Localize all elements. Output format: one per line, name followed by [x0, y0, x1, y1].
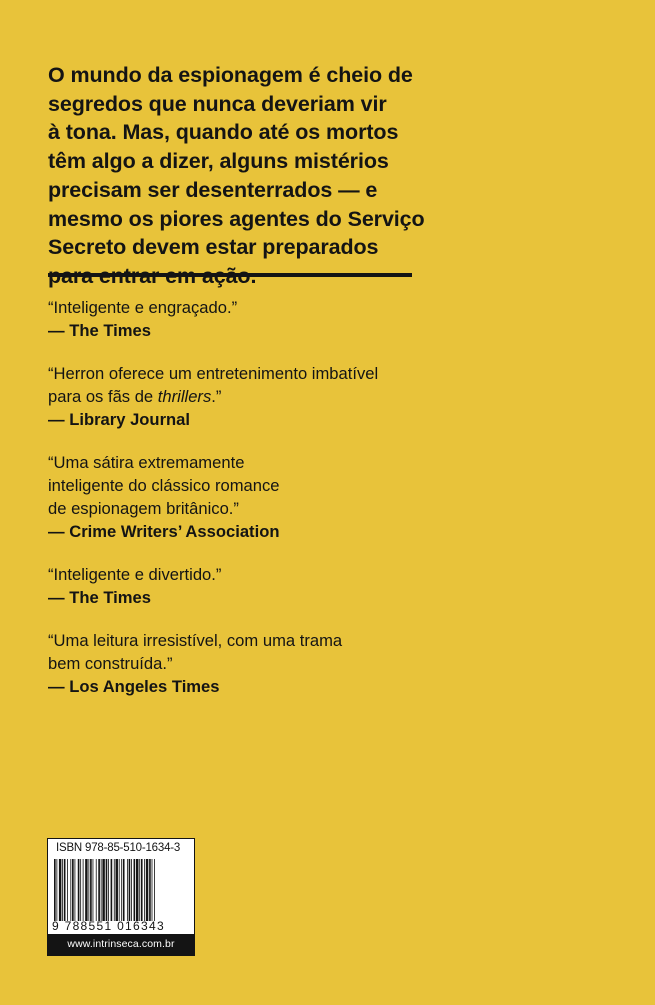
review-quote: [48, 451, 468, 543]
publisher-website: www.intrinseca.com.br: [48, 934, 194, 955]
barcode-bar: [116, 859, 118, 921]
quote-text: “Uma leitura irresistível, com uma trama: [48, 631, 343, 650]
quote-text: bem construída.”: [48, 654, 173, 673]
barcode-digits: 9 788551 016343: [52, 919, 165, 933]
barcode-bar: [114, 859, 115, 921]
quote-text: “Herron oferece um entretenimento imbatível: [48, 364, 379, 383]
barcode-bar: [108, 859, 109, 921]
review-quote: [48, 296, 468, 342]
barcode-bar: [141, 859, 143, 921]
quote-text: de espionagem britânico.”: [48, 499, 239, 518]
back-cover-blurb: [48, 61, 428, 291]
barcode-bar: [101, 859, 102, 921]
quote-text-part: para os fãs de: [48, 387, 158, 406]
blurb-line: à tona. Mas, quando até os mortos: [48, 120, 399, 145]
quote-source: — The Times: [48, 588, 151, 607]
barcode-bar: [134, 859, 136, 921]
barcode-bar: [111, 859, 113, 921]
quote-source: — Los Angeles Times: [48, 677, 220, 696]
barcode-bar: [90, 859, 92, 921]
barcode-bar: [64, 859, 66, 921]
barcode-bar: [144, 859, 145, 921]
barcode-bar: [72, 859, 74, 921]
quote-source: — The Times: [48, 321, 151, 340]
barcode-bar: [146, 859, 148, 921]
isbn-label: ISBN 978-85-510-1634-3: [56, 842, 181, 854]
quote-text: inteligente do clássico romance: [48, 476, 280, 495]
barcode-bar: [56, 859, 57, 921]
barcode-bar: [152, 859, 153, 921]
barcode-bar: [102, 859, 104, 921]
review-quotes: [48, 296, 468, 698]
barcode-bar: [154, 859, 155, 921]
barcode-bar: [59, 859, 61, 921]
barcode-bar: [62, 859, 63, 921]
barcode-bar: [54, 859, 56, 921]
barcode-bar: [75, 859, 76, 921]
quote-text: “Uma sátira extremamente: [48, 453, 245, 472]
barcode-bar: [80, 859, 81, 921]
barcode-bar: [139, 859, 140, 921]
blurb-line: O mundo da espionagem é cheio de: [48, 63, 413, 87]
isbn-barcode: [47, 838, 195, 956]
quote-text: [48, 385, 468, 408]
barcode-bar: [136, 859, 138, 921]
quote-italic-word: thrillers: [157, 387, 212, 406]
barcode-bar: [93, 859, 94, 921]
divider-rule: [48, 273, 412, 277]
review-quote: [48, 629, 468, 698]
quote-source: — Library Journal: [48, 410, 191, 429]
barcode-bar: [98, 859, 100, 921]
quote-text: “Inteligente e divertido.”: [48, 565, 222, 584]
barcode-bar: [131, 859, 132, 921]
quote-source: — Crime Writers’ Association: [48, 522, 280, 541]
barcode-bar: [119, 859, 120, 921]
barcode-bar: [78, 859, 80, 921]
quote-text: “Inteligente e engraçado.”: [48, 298, 238, 317]
blurb-line: Secreto devem estar preparados: [48, 235, 379, 260]
blurb-line: precisam ser desenterrados — e: [48, 177, 378, 202]
barcode-bar: [127, 859, 128, 921]
review-quote: [48, 362, 468, 431]
barcode-bar: [88, 859, 89, 921]
barcode-bar: [83, 859, 84, 921]
blurb-line: mesmo os piores agentes do Serviço: [48, 206, 425, 231]
blurb-line: têm algo a dizer, alguns mistérios: [48, 149, 389, 174]
barcode-bar: [106, 859, 108, 921]
barcode-bar: [96, 859, 97, 921]
review-quote: [48, 563, 468, 609]
blurb-line: segredos que nunca deveriam vir: [48, 91, 387, 116]
barcode-bar: [123, 859, 125, 921]
barcode-bar: [149, 859, 151, 921]
barcode-bars: [54, 859, 190, 921]
quote-text-part: .”: [211, 387, 222, 406]
barcode-bar: [129, 859, 131, 921]
barcode-bar: [67, 859, 68, 921]
barcode-bar: [121, 859, 122, 921]
barcode-bar: [85, 859, 87, 921]
barcode-bar: [70, 859, 71, 921]
